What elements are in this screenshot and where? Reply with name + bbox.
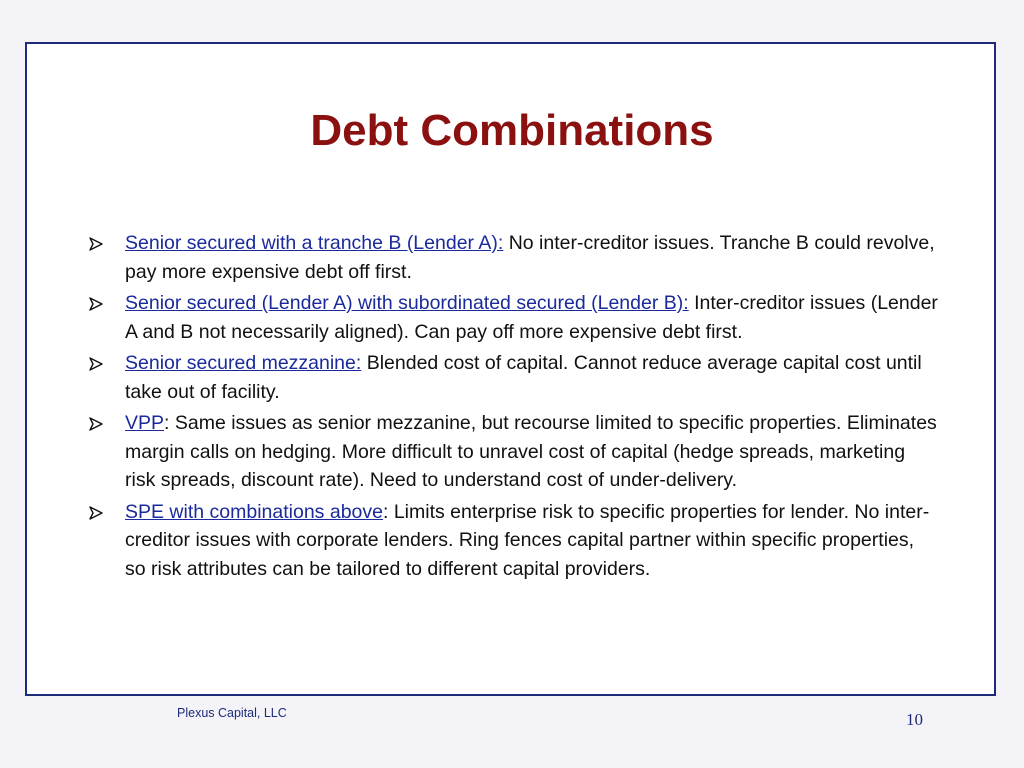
arrow-bullet-icon xyxy=(89,229,111,257)
bullet-list xyxy=(89,229,939,586)
bullet-lead-link[interactable]: SPE with combinations above xyxy=(125,500,383,523)
bullet-text: Blended cost of capital. Cannot reduce average capital cost until take out of facility. xyxy=(125,352,922,403)
list-item xyxy=(89,349,939,406)
footer-company: Plexus Capital, LLC xyxy=(177,706,287,720)
list-item xyxy=(89,229,939,286)
bullet-lead-link[interactable]: Senior secured (Lender A) with subordinated secured (Lender B): xyxy=(125,292,689,314)
page-number: 10 xyxy=(906,710,923,729)
bullet-lead-link[interactable]: Senior secured mezzanine: xyxy=(125,352,362,374)
bullet-lead-link[interactable]: VPP xyxy=(125,412,165,434)
list-item xyxy=(89,289,939,346)
arrow-bullet-icon xyxy=(89,349,111,377)
list-item xyxy=(89,498,939,584)
bullet-text: : Limits enterprise risk to specific properties for lender. No inter-creditor issues with corporate lenders. Ring fences capital partner within specific properties, so risk attributes can be tailored to different capital providers. xyxy=(125,500,930,580)
arrow-bullet-icon xyxy=(89,289,111,317)
arrow-bullet-icon xyxy=(89,409,111,437)
bullet-text: No inter-creditor issues. Tranche B could revolve, pay more expensive debt off first. xyxy=(125,232,935,283)
list-item xyxy=(89,409,939,495)
bullet-text: Inter-creditor issues (Lender A and B not necessarily aligned). Can pay off more expensive debt first. xyxy=(125,292,938,343)
bullet-lead-link[interactable]: Senior secured with a tranche B (Lender A): xyxy=(125,232,504,254)
slide-title: Debt Combinations xyxy=(310,106,714,155)
arrow-bullet-icon xyxy=(89,498,111,526)
bullet-text: : Same issues as senior mezzanine, but recourse limited to specific properties. Eliminates margin calls on hedging. More difficult to unravel cost of capital (hedge spreads, marketing risk spreads, discount rate). Need to understand cost of under-delivery. xyxy=(125,412,937,491)
